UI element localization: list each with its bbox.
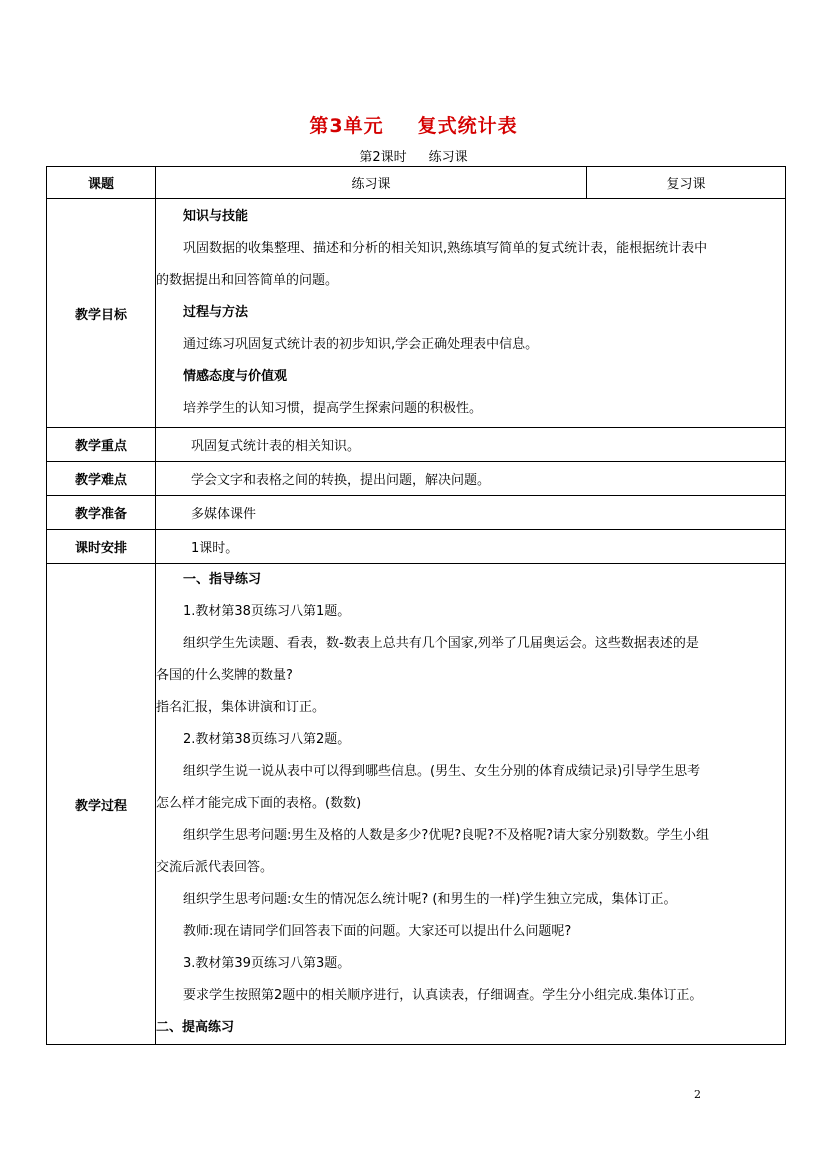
process-content [156, 564, 786, 1045]
process-text: 指名汇报，集体讲演和订正。 [156, 700, 326, 715]
page-number: 2 [694, 1088, 701, 1101]
lesson-subtitle [0, 146, 827, 165]
process-text: 组织学生说一说从表中可以得到哪些信息。(男生、女生分别的体育成绩记录)引导学生思考 [183, 764, 701, 779]
process-text: 各国的什么奖牌的数量? [156, 668, 293, 683]
process-text: 交流后派代表回答。 [156, 860, 274, 875]
objectives-content [156, 199, 786, 428]
preparation-row [47, 496, 786, 530]
preparation-value: 多媒体课件 [156, 496, 786, 530]
process-text: 3.教材第39页练习八第3题。 [183, 956, 351, 971]
process-text: 组织学生思考问题:男生及格的人数是多少?优呢?良呢?不及格呢?请大家分别数数。学生小组 [183, 828, 709, 843]
schedule-value: 1课时。 [156, 530, 786, 564]
process-text: 组织学生思考问题:女生的情况怎么统计呢? (和男生的一样)学生独立完成，集体订正。 [183, 892, 677, 907]
section-heading: 一、指导练习 [183, 572, 262, 587]
topic-label: 课题 [47, 167, 156, 199]
objective-text: 的数据提出和回答简单的问题。 [156, 273, 339, 288]
key-point-row [47, 428, 786, 462]
schedule-label: 课时安排 [47, 530, 156, 564]
objective-text: 通过练习巩固复式统计表的初步知识,学会正确处理表中信息。 [183, 337, 539, 352]
topic-type: 复习课 [587, 167, 786, 199]
objective-text: 培养学生的认知习惯，提高学生探索问题的积极性。 [183, 401, 483, 416]
topic-value: 练习课 [156, 167, 587, 199]
process-text: 要求学生按照第2题中的相关顺序进行，认真读表，仔细调查。学生分小组完成.集体订正。 [183, 988, 703, 1003]
process-row [47, 564, 786, 1045]
unit-number: 第3单元 [309, 115, 384, 137]
lesson-plan-table [46, 166, 786, 1045]
schedule-row [47, 530, 786, 564]
process-text: 教师:现在请同学们回答表下面的问题。大家还可以提出什么问题呢? [183, 924, 572, 939]
key-point-value: 巩固复式统计表的相关知识。 [156, 428, 786, 462]
objective-heading-attitude: 情感态度与价值观 [183, 369, 288, 384]
section-heading: 二、提高练习 [156, 1020, 235, 1035]
objective-heading-process: 过程与方法 [183, 305, 249, 320]
difficulty-value: 学会文字和表格之间的转换，提出问题，解决问题。 [156, 462, 786, 496]
process-text: 1.教材第38页练习八第1题。 [183, 604, 351, 619]
process-label: 教学过程 [47, 564, 156, 1045]
process-text: 2.教材第38页练习八第2题。 [183, 732, 351, 747]
preparation-label: 教学准备 [47, 496, 156, 530]
lesson-type: 练习课 [428, 150, 468, 165]
lesson-number: 第2课时 [359, 150, 407, 165]
objective-heading-knowledge: 知识与技能 [183, 209, 249, 224]
difficulty-row [47, 462, 786, 496]
topic-row [47, 167, 786, 199]
objective-text: 巩固数据的收集整理、描述和分析的相关知识,熟练填写简单的复式统计表，能根据统计表中 [183, 241, 708, 256]
process-text: 组织学生先读题、看表，数-数表上总共有几个国家,列举了几届奥运会。这些数据表述的是 [183, 636, 699, 651]
unit-name: 复式统计表 [417, 115, 518, 137]
difficulty-label: 教学难点 [47, 462, 156, 496]
objectives-row [47, 199, 786, 428]
objectives-label: 教学目标 [47, 199, 156, 428]
key-point-label: 教学重点 [47, 428, 156, 462]
process-text: 怎么样才能完成下面的表格。(数数) [156, 796, 362, 811]
unit-title [0, 111, 827, 138]
